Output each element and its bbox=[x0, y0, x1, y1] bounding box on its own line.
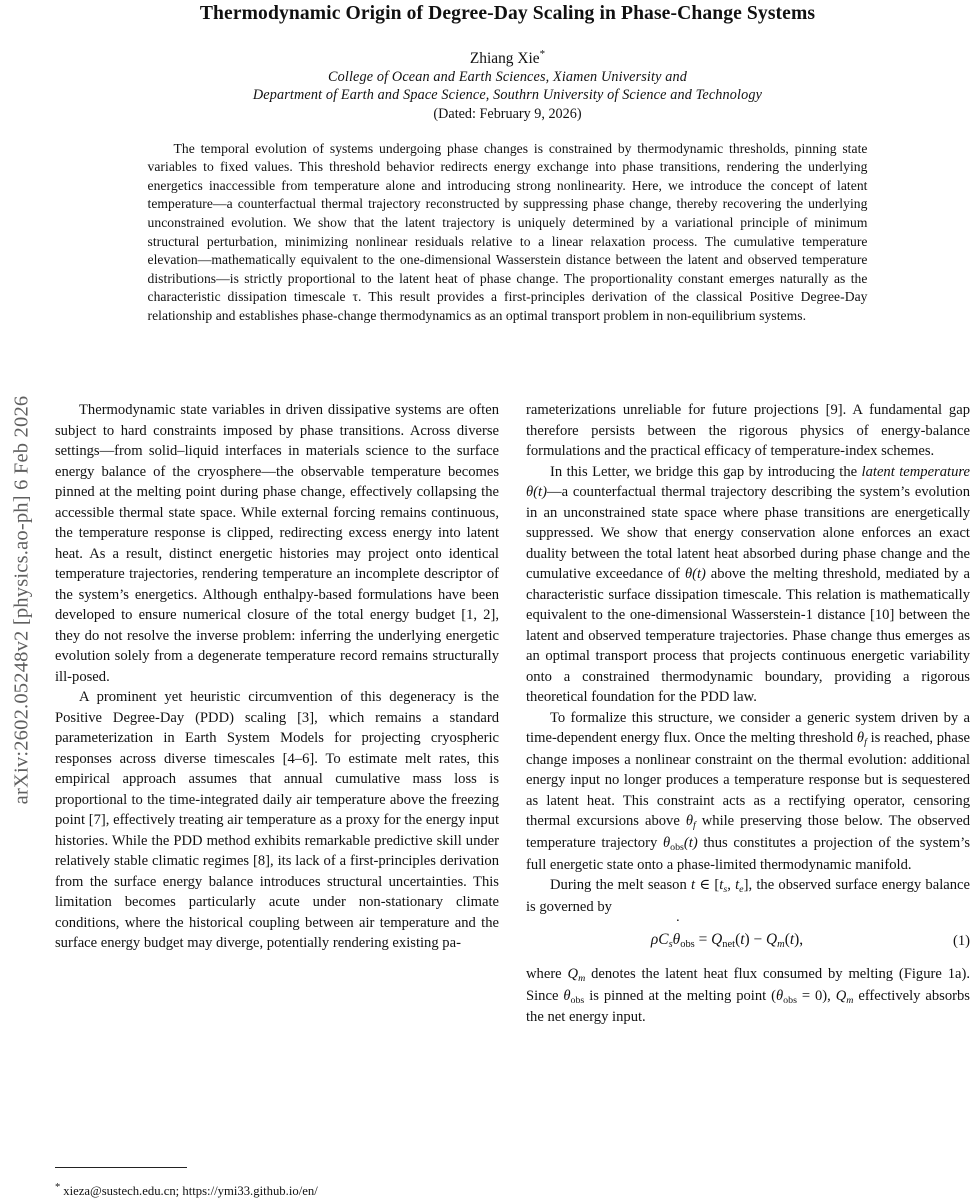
right-paragraph-3 bbox=[526, 708, 970, 876]
right-column bbox=[526, 400, 970, 1200]
rp2-part2: —a counterfactual thermal trajectory describing the system’s evolution in an unconstrained state space where phase transitions are energetically suppressed. We show that energy conservation alone enforces an exact duality between the total latent heat absorbed during phase change and the cumulative exceedance of bbox=[526, 484, 970, 582]
rp2-math-theta-t-2: θ(t) bbox=[684, 566, 706, 582]
equation-1-number: (1) bbox=[952, 932, 970, 949]
rp4-math-interval: t ∈ [ts, te] bbox=[691, 877, 749, 895]
footnote-rule bbox=[55, 1167, 187, 1168]
right-paragraph-2 bbox=[526, 462, 970, 708]
rp5-part1: where bbox=[526, 965, 568, 982]
arxiv-stamp-text: arXiv:2602.05248v2 [physics.ao-ph] 6 Feb 2026 bbox=[10, 395, 33, 805]
rp3-part3: while preserving those below. The observed temperature trajectory bbox=[526, 813, 970, 851]
rp3-math-theta-f: θf bbox=[856, 730, 867, 748]
author-block bbox=[44, 48, 971, 123]
equation-1-row bbox=[526, 929, 970, 953]
right-paragraph-5 bbox=[526, 964, 970, 1028]
arxiv-stamp bbox=[0, 0, 44, 1200]
abstract bbox=[148, 140, 868, 325]
right-paragraph-1: rameterizations unreliable for future projections [9]. A fundamental gap therefore persists between the rigorous physics of energy-balance formulations and the practical efficacy of temperature-index schemes. bbox=[526, 402, 970, 459]
abstract-text: The temporal evolution of systems undergoing phase changes is constrained by thermodynamic thresholds, pinning state variables to fixed values. This threshold behavior redirects energy exchange into phase transitions, rendering the underlying energetics inaccessible from temperature alone and introducing strong nonlinearity. Here, we introduce the concept of latent temperature—a counterfactual thermal trajectory reconstructed by suppressing phase change, thereby recovering the underlying unconstrained evolution. We show that the latent trajectory is uniquely determined by a variational principle of minimum structural perturbation, minimizing nonlinear residuals relative to a linear relaxation process. The cumulative temperature elevation—mathematically equivalent to the one-dimensional Wasserstein distance between the latent and observed temperature distributions—is strictly proportional to the latent heat of phase change. The proportionality constant emerges naturally as the characteristic dissipation timescale τ. This result provides a first-principles derivation of the classical Positive Degree-Day relationship and establishes phase-change thermodynamics as an optimal transport problem in non-equilibrium systems. bbox=[147, 140, 868, 323]
rp5-math-dot: θ $˙_{obs} = 0$ bbox=[776, 988, 822, 1004]
footnote-marker: * bbox=[55, 1181, 61, 1193]
rp4-part2: , the observed surface energy balance is governed by bbox=[526, 877, 970, 915]
rp3-part4: thus constitutes a projection of the system’s full energetic state onto a phase-limited thermodynamic manifold. bbox=[526, 834, 970, 873]
footnote-area bbox=[55, 1167, 499, 1200]
rp3-math-theta-f-2: θf bbox=[685, 813, 696, 831]
rp4-part1: During the melt season bbox=[550, 877, 692, 894]
left-paragraph-1: Thermodynamic state variables in driven dissipative systems are often subject to hard constraints imposed by phase transitions. Across diverse settings—from solid–liquid interfaces in materials science to the surface energy balance of the cryosphere—the observable temperature becomes pinned at the melting point during phase change, effectively collapsing the accessible thermal state space. While external forcing remains continuous, the temperature response is clipped, redirecting excess energy into latent heat. As a result, distinct energetic histories may project onto identical temperature trajectories, rendering temperature an incomplete descriptor of the system’s energetics. Although enthalpy-based formulations have been developed to ensure numerical closure of the total energy budget [1, 2], they do not resolve the inverse problem: inferring the underlying energetic evolution solely from a degenerate temperature record remains structurally ill-posed. bbox=[55, 402, 499, 685]
rp5-part5: effectively absorbs the net energy input. bbox=[526, 987, 970, 1026]
rp2-part1: In this Letter, we bridge this gap by introducing the bbox=[550, 463, 862, 480]
affiliation-2: Department of Earth and Space Science, Southrn University of Science and Technology bbox=[252, 87, 763, 104]
left-paragraph-2: A prominent yet heuristic circumvention of this degeneracy is the Positive Degree-Day (PDD) scaling [3], which remains a standard parameterization in Earth System Models for projecting cryospheric responses across diverse timescales [4–6]. To estimate melt rates, this empirical approach assumes that annual cumulative mass loss is proportional to the time-integrated daily air temperature above the freezing point [7], effectively treating air temperature as a proxy for the energy input histories. While the PDD method exhibits remarkable predictive skill under relatively stable climatic regimes [8], its lack of a first-principles derivation from the surface energy balance introduces structural uncertainties. This limitation becomes particularly acute under non-stationary climate conditions, where the historical coupling between air temperature and the surface energy budget may diverge, potentially rendering existing pa- bbox=[55, 689, 499, 951]
author-name-text: Zhiang Xie bbox=[469, 49, 540, 67]
author-footnote-marker: * bbox=[539, 47, 546, 60]
dated-line: (Dated: February 9, 2026) bbox=[433, 105, 582, 122]
footnote-contact[interactable]: xieza@sustech.edu.cn; https://ymi33.github.io/en/ bbox=[63, 1183, 318, 1198]
author-name bbox=[44, 48, 971, 68]
rp5-part4: ), bbox=[822, 987, 836, 1004]
rp2-italic-term: latent temperature bbox=[861, 463, 970, 480]
body-columns bbox=[55, 400, 971, 1200]
rp5-math-qm: Qm bbox=[567, 965, 586, 984]
affiliation-1: College of Ocean and Earth Sciences, Xiamen University and bbox=[328, 68, 687, 85]
rp3-math-theta-obs: $\theta_{obs}(t)$ bbox=[662, 834, 698, 853]
rp3-part2: is reached, phase change imposes a nonlinear constraint on the thermal evolution: additional energy input no longer produces a temperature response but is sequestered as latent heat. This constraint acts as a rectifying operator, censoring thermal excursions above bbox=[526, 730, 970, 830]
rp2-part3: above the melting threshold, mediated by a characteristic surface dissipation timescale. This relation is mathematically equivalent to the one-dimensional Wasserstein-1 distance [10] between the latent and observed temperature trajectories. Phase change thus emerges as an optimal transport process that projects continuous energetic variability onto a constrained thermodynamic boundary, providing a rigorous theoretical foundation for the PDD law. bbox=[526, 566, 970, 705]
title-block bbox=[44, 0, 971, 123]
paper-page bbox=[44, 0, 971, 1200]
page-title: Thermodynamic Origin of Degree-Day Scaling in Phase-Change Systems bbox=[199, 3, 816, 24]
rp5-part3: is pinned at the melting point ( bbox=[584, 987, 776, 1004]
rp2-math-theta-t: θ(t) bbox=[526, 484, 547, 500]
rp3-part1: To formalize this structure, we consider a generic system driven by a time-dependent energy flux. Once the melting threshold bbox=[526, 709, 970, 746]
equation-1-body: ρCsθ $˙_{obs} = Q_{net}(t) - Qm(t)$, bbox=[526, 929, 928, 953]
rp5-part2: denotes the latent heat flux consumed by melting (Figure 1a). Since bbox=[526, 965, 970, 1004]
rp5-math-theta-obs: $\theta_{obs}$ bbox=[563, 987, 585, 1006]
right-paragraph-4 bbox=[526, 875, 970, 917]
rp5-math-qm2: Qm bbox=[835, 987, 854, 1006]
footnote-text bbox=[55, 1181, 499, 1200]
left-column bbox=[55, 400, 499, 1200]
